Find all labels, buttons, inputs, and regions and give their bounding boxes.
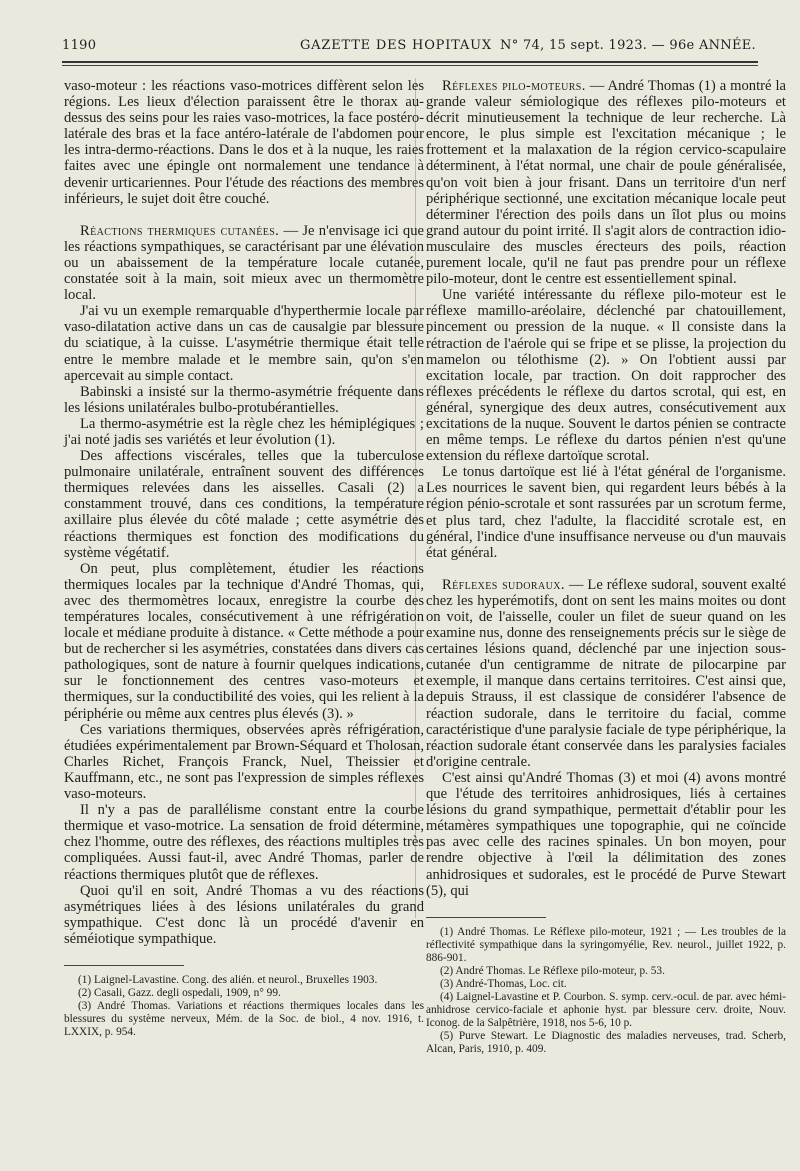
footnote: (4) Laignel-Lavastine et P. Courbon. S. symp. cerv.-ocul. de par. avec hémi-anhidrose cervico-faciale et aphonie hyst. par blessure cerv. droite, Nouv. Iconog. de la Salpêtrière, 1918, nos 5-6, 10 p. xyxy=(426,990,786,1029)
page-number: 1190 xyxy=(62,38,97,53)
header-rule-thick xyxy=(62,61,758,63)
footnotes xyxy=(426,926,786,1056)
paragraph: Babinski a insisté sur la thermo-asymétrie fréquente dans les lésions unilatérales bulbo-protubérantielles. xyxy=(64,383,424,416)
footnote: (3) André Thomas. Variations et réactions thermiques locales dans les blessures du système nerveux, Mém. de la Soc. de biol., 4 nov. 1916, t. LXXIX, p. 954. xyxy=(64,999,424,1038)
section-text: — Je n'envisage ici que les réactions sympathiques, se caractérisant par une élévation ou un abaissement de la température locale cutanée, constatée soit à la main, soit mieux avec un thermomètre local. xyxy=(64,222,424,304)
paragraph: Il n'y a pas de parallélisme constant entre la courbe thermique et vaso-motrice. La sensation de froid détermine, chez l'homme, outre des réflexes, des réactions multiples très compliquées. Aussi faut-il, avec André Thomas, parler de réactions thermiques plutôt que de réflexes. xyxy=(64,802,424,883)
section-text: — Le réflexe sudoral, souvent exalté chez les hyperémotifs, dont on sent les mains moites ou dont on voit, de l'aisselle, couler un filet de sueur quand on les examine nus, donne des renseignements précis sur le siège de certaines lésions quand, déclenché par une injection sous-cutanée d'un centigramme de nitrate de pilocarpine par exemple, il manque dans certains territoires. C'est ainsi que, depuis Strauss, il est classique de considérer l'absence de réaction sudorale, dans le territoire du facial, comme caractéristique d'une paralysie faciale de type périphérique, la réaction sudorale étant conservée dans les paralysies faciales d'origine centrale. xyxy=(426,576,786,770)
footnote: (3) André-Thomas, Loc. cit. xyxy=(440,977,567,990)
section-paragraph xyxy=(426,78,786,287)
footnote: (2) Casali, Gazz. degli ospedali, 1909, n° 99. xyxy=(78,986,281,999)
paragraph: Une variété intéressante du réflexe pilo-moteur est le réflexe mamillo-aréolaire, déclenché par chatouillement, pincement ou pression de la nuque. « Il consiste dans la rétraction de l'aérole qui se fripe et se plisse, la projection du mamelon ou télothisme (2). » On l'obtient aussi par excitation locale, par traction. On doit rapprocher des réflexes précédents le réflexe du dartos scrotal, qui est, en général, synergique des deux autres, consécutivement aux excitations de la nuque. Souvent le dartos pénien se contracte en même temps. Le réflexe du dartos pénien n'est qu'une extension du réflexe dartoïque scrotal. xyxy=(426,287,786,465)
header-rule-thin xyxy=(62,65,758,66)
journal-title: GAZETTE DES HOPITAUX xyxy=(300,38,492,53)
footnotes xyxy=(64,974,424,1039)
footnote: (5) Purve Stewart. Le Diagnostic des maladies nerveuses, trad. Scherb, Alcan, Paris, 1910, p. 409. xyxy=(426,1029,786,1055)
right-column xyxy=(426,78,786,1056)
paragraph: Le tonus dartoïque est lié à l'état général de l'organisme. Les nourrices le savent bien, qui regardent leurs bébés à la région pénio-scrotale et sont rassurées par un scrotum ferme, et plus tard, chez l'adulte, la flaccidité scrotale est, en général, l'indice d'une insuffisance nerveuse ou d'un mauvais état général. xyxy=(426,464,786,561)
paragraph: Des affections viscérales, telles que la tuberculose pulmonaire unilatérale, entraînent souvent des différences thermiques relevées dans les aisselles. Casali (2) a constamment trouvé, dans ces conditions, la température axillaire plus élevée du côté malade ; cette asymétrie des réactions thermiques est fonction des modifications du système végétatif. xyxy=(64,448,424,561)
left-column xyxy=(64,78,424,1039)
section-heading: Réflexes sudoraux. xyxy=(442,576,565,593)
section-heading: Réflexes pilo-moteurs. xyxy=(442,78,586,94)
paragraph: On peut, plus complètement, étudier les réactions thermiques locales par la technique d'André Thomas, qui, avec des thermomètres locaux, enregistre la courbe des températures locales, consécutivement à une réfrigération locale et médiane produite à distance. « Cette méthode a pour but de rechercher si les asymétries, constatées dans divers cas pathologiques, sont de nature à fournir quelques indications, sur le fonctionnement des centres vaso-moteurs et thermiques, sur la conductibilité des voies, qui les relient à la périphérie ou même aux centres plus élevés (3). » xyxy=(64,560,424,722)
paragraph: La thermo-asymétrie est la règle chez les hémiplégiques ; j'ai noté jadis ses variétés et leur évolution (1). xyxy=(64,415,424,448)
section-paragraph xyxy=(426,577,786,770)
paragraph: vaso-moteur : les réactions vaso-motrices diffèrent selon les régions. Les lieux d'élection paraissent être le thorax au-dessus des seins pour les raies vaso-motrices, la face postéro-latérale des bras et la face antéro-latérale de l'abdomen pour les intra-dermo-réactions. Dans le dos et à la nuque, les raies faites avec une épingle ont normalement une tendance à devenir urticariennes. Pour l'étude des réactions des membres inférieurs, le sujet doit être couché. xyxy=(64,78,424,207)
section-heading: Réactions thermiques cutanées. xyxy=(80,222,280,239)
paragraph: Ces variations thermiques, observées après réfrigération, étudiées expérimentalement par Brown-Séquard et Tholosan, Charles Richet, François Franck, Nuel, Theissier et Kauffmann, etc., ne sont pas l'expression de simples réflexes vaso-moteurs. xyxy=(64,721,424,803)
footnote: (1) André Thomas. Le Réflexe pilo-moteur, 1921 ; — Les troubles de la réflectivité sympathique dans la syringomyélie, Rev. neurol., juillet 1922, p. 886-901. xyxy=(426,925,786,964)
paragraph: Quoi qu'il en soit, André Thomas a vu des réactions asymétriques liées à des lésions unilatérales du grand sympathique. C'est donc là un procédé d'avenir en séméiotique sympathique. xyxy=(64,882,424,947)
footnote: (2) André Thomas. Le Réflexe pilo-moteur, p. 53. xyxy=(440,964,665,977)
issue-info: N° 74, 15 sept. 1923. — 96e ANNÉE. xyxy=(500,38,756,53)
section-text: — André Thomas (1) a montré la grande valeur sémiologique des réflexes pilo-moteurs et décrit minutieusement la technique de leur recherche. Là encore, le plus simple est l'excitation mécanique ; le frottement et la malaxation de la région cervico-scapulaire déterminent, à l'état normal, une chair de poule généralisée, qu'on voit bien à jour frisant. Dans un territoire d'un nerf périphérique sectionné, une excitation mécanique locale peut déterminer l'érection des poils dans un îlot plus ou moins grand autour du point irrité. Il s'agit alors de contraction idio-musculaire des muscles érecteurs des poils, réaction purement locale, qu'il ne faut pas prendre pour un réflexe pilo-moteur, dont le centre est essentiellement spinal. xyxy=(426,78,786,288)
paragraph: J'ai vu un exemple remarquable d'hyperthermie locale par vaso-dilatation active dans un cas de causalgie par blessure du sciatique, à la cuisse. L'asymétrie thermique était telle entre le membre malade et le membre sain, qu'on s'en apercevait au simple contact. xyxy=(64,303,424,384)
footnote-rule xyxy=(64,965,184,966)
page-header xyxy=(62,38,756,58)
footnote-rule xyxy=(426,917,546,918)
section-paragraph xyxy=(64,223,424,303)
footnote: (1) Laignel-Lavastine. Cong. des alién. et neurol., Bruxelles 1903. xyxy=(78,973,378,986)
paragraph: C'est ainsi qu'André Thomas (3) et moi (4) avons montré que l'étude des territoires anhidrosiques, liés à certaines lésions du grand sympathique, permettait d'établir pour les métamères sympathiques une topographie, qui ne coïncide pas avec celle des racines spinales. Un bon moyen, pour rendre objective à l'œil la délimitation des zones anhidrosiques et sudorales, est le procédé de Purve Stewart (5), qui xyxy=(426,769,786,899)
